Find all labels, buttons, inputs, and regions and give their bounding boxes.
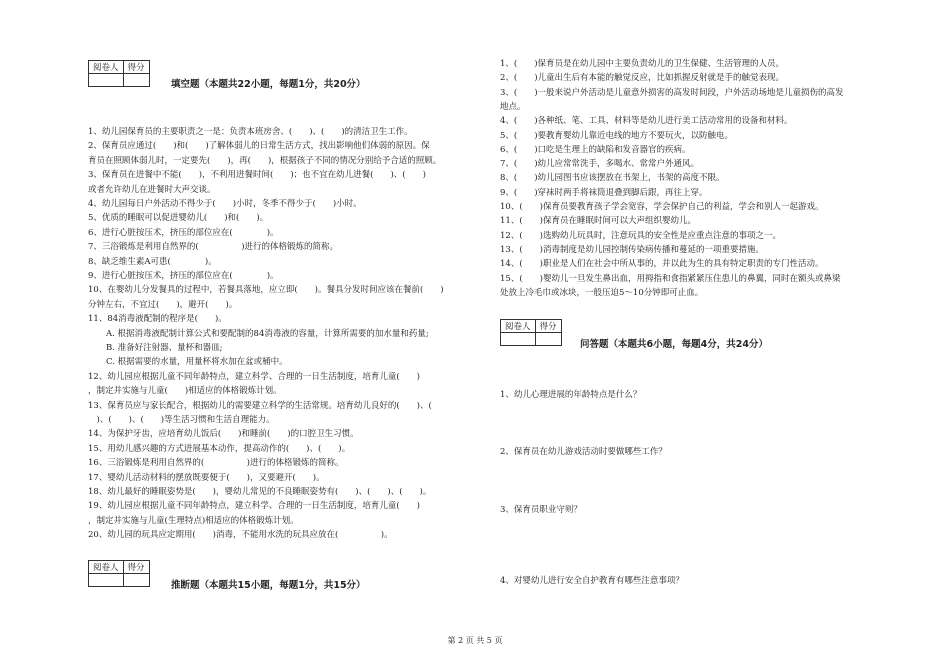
question-line: 4、幼儿园每日户外活动不得少于( )小时，冬季不得少于( )小时。 xyxy=(88,199,362,209)
question-line: 1、幼儿园保育员的主要职责之一是：负责本班房舍、( )、( )的清洁卫生工作。 xyxy=(88,127,413,137)
reviewer-cell[interactable] xyxy=(89,74,124,87)
question-line: 8、缺乏维生素A可患( )。 xyxy=(88,256,217,267)
essay-question: 2、保育员在幼儿游戏活动时要做哪些工作？ xyxy=(500,447,667,457)
section1-title: 填空题（本题共22小题，每题1分，共20分） xyxy=(171,79,366,90)
question-line: 15、( )婴幼儿一旦发生鼻出血，用拇指和食指紧紧压住患儿的鼻翼，同时在额头或鼻梁 xyxy=(500,273,841,284)
question-line: 5、( )要教育婴幼儿靠近电线的地方不要玩火，以防触电。 xyxy=(500,130,734,141)
question-line: 地点。 xyxy=(500,101,526,112)
question-line: 14、为保护牙齿，应培育幼儿饭后( )和睡前( )的口腔卫生习惯。 xyxy=(88,429,359,440)
question-line: 处放上冷毛巾或冰块，一般压迫5～10分钟即可止血。 xyxy=(500,287,704,298)
question-line: 5、优质的睡眠可以促进婴幼儿( )和( )。 xyxy=(88,213,269,224)
question-line: 20、幼儿园的玩具应定期用( )消毒，不能用水洗的玩具应放在( )。 xyxy=(88,530,393,541)
score-cell[interactable] xyxy=(535,333,561,346)
score-label: 得分 xyxy=(535,320,561,333)
question-line: 12、( )选购幼儿玩具时，注意玩具的安全性是应重点注意的事项之一。 xyxy=(500,230,781,241)
question-line: 9、进行心脏按压术，挤压的部位应在( )。 xyxy=(88,271,279,281)
reviewer-label: 阅卷人 xyxy=(89,561,124,574)
question-line: 17、婴幼儿活动材料的摆放既要便于( )，又要避开( )。 xyxy=(88,472,325,483)
question-line: 3、保育员在进餐中不能( )，不利用进餐时间( )；也不宜在幼儿进餐( )、( ) xyxy=(88,170,426,181)
question-line: 分钟左右，不宜过( )，避开( )。 xyxy=(88,299,238,310)
question-line: 6、进行心脏按压术，挤压的部位应在( )。 xyxy=(88,227,279,238)
question-line: 7、三浴锻炼是利用自然界的( )进行的体格锻炼的简称。 xyxy=(88,242,339,253)
question-line: 2、( )儿童出生后有本能的触觉反应，比如抓握反射就是手的触觉表现。 xyxy=(500,73,785,84)
question-line: )、( )、( )等生活习惯和生活自理能力。 xyxy=(88,415,275,425)
question-line: 19、幼儿园应根据儿童不同年龄特点，建立科学、合理的一日生活制度，培育儿童( ) xyxy=(88,501,420,512)
question-line: 9、( )穿袜时两手将袜筒退叠到脚后跟，再往上穿。 xyxy=(500,187,708,198)
question-line: 4、( )各种纸、笔、工具、材料等是幼儿进行美工活动常用的设备和材料。 xyxy=(500,116,793,127)
score-cell[interactable] xyxy=(123,574,149,587)
reviewer-cell[interactable] xyxy=(501,333,536,346)
section3-title: 问答题（本题共6小题，每题4分，共24分） xyxy=(580,339,768,350)
score-label: 得分 xyxy=(123,561,149,574)
essay-question: 4、对婴幼儿进行安全自护教育有哪些注意事项？ xyxy=(500,576,684,586)
score-label: 得分 xyxy=(123,61,149,74)
question-line: B. 准备好注射器、量杯和器皿; xyxy=(106,343,223,353)
question-line: 8、( )幼儿园图书应该摆放在书架上，书架的高度不限。 xyxy=(500,173,725,184)
score-box-section2 xyxy=(88,560,150,587)
question-line: 13、( )消毒制度是幼儿园控制传染病传播和蔓延的一项重要措施。 xyxy=(500,244,764,255)
question-line: ，制定并实施与儿童( )相适应的体格锻炼计划。 xyxy=(88,386,282,397)
reviewer-label: 阅卷人 xyxy=(89,61,124,74)
question-line: 14、( )职业是人们在社会中所从事的，并以此为生的具有特定职责的专门性活动。 xyxy=(500,259,824,270)
question-line: A. 根据消毒液配制计算公式和要配制的84消毒液的容量，计算所需要的加水量和药量; xyxy=(106,328,429,339)
question-line: 1、( )保育员是在幼儿园中主要负责幼儿的卫生保健、生活管理的人员。 xyxy=(500,59,785,69)
question-line: 育员在照顾体弱儿时，一定要先( )，再( )，根据孩子不同的情况分别给予合适的照顾。 xyxy=(88,155,442,166)
question-line: 16、三浴锻炼是利用自然界的( )进行的体格锻炼的简称。 xyxy=(88,458,344,469)
essay-question: 3、保育员职业守则？ xyxy=(500,505,582,515)
question-line: 12、幼儿园应根据儿童不同年龄特点，建立科学、合理的一日生活制度，培育儿童( ) xyxy=(88,371,420,382)
question-line: 13、保育员应与家长配合，根据幼儿的需要建立科学的生活常规。培育幼儿良好的( )、( xyxy=(88,400,432,411)
question-line: 18、幼儿最好的睡眠姿势是( )，婴幼儿常见的不良睡眠姿势有( )、( )、( )。 xyxy=(88,487,432,497)
question-line: 6、( )口吃是生理上的缺陷和发音器官的疾病。 xyxy=(500,144,691,155)
reviewer-label: 阅卷人 xyxy=(501,320,536,333)
reviewer-cell[interactable] xyxy=(89,574,124,587)
question-line: 10、在婴幼儿分发餐具的过程中，若餐具落地，应立即( )。餐具分发时间应该在餐前( ) xyxy=(88,285,444,296)
section2-title: 推断题（本题共15小题，每题1分，共15分） xyxy=(171,580,366,591)
question-line: 11、84消毒液配制的程序是( )。 xyxy=(88,314,227,325)
score-cell[interactable] xyxy=(123,74,149,87)
question-line: 2、保育员应通过( )和( )了解体弱儿的日常生活方式，找出影响他们体弱的原因。保 xyxy=(88,141,430,152)
page-footer: 第 2 页 共 5 页 xyxy=(447,636,503,645)
question-line: ，制定并实施与儿童(生理特点)相适应的体格锻炼计划。 xyxy=(88,515,299,526)
essay-question: 1、幼儿心理进展的年龄特点是什么？ xyxy=(500,390,642,400)
question-line: 3、( )一般来说户外活动是儿童意外损害的高发时间段，户外活动场地是儿童损伤的高发 xyxy=(500,87,844,98)
question-line: 11、( )保育员在睡眠时间可以大声组织婴幼儿。 xyxy=(500,216,696,227)
question-line: 7、( )幼儿应常常洗手，多喝水、常常户外通风。 xyxy=(500,159,700,170)
question-line: C. 根据需要的水量，用量杯将水加在盆或桶中。 xyxy=(106,357,288,368)
question-line: 或者允许幼儿在进餐时大声交谈。 xyxy=(88,184,216,195)
score-box-section1 xyxy=(88,60,150,87)
question-line: 10、( )保育员要教育孩子学会宽容，学会保护自己的利益，学会和别人一起游戏。 xyxy=(500,202,824,212)
score-box-section3 xyxy=(500,319,562,346)
question-line: 15、用幼儿感兴趣的方式进展基本动作，提高动作的( )、( )。 xyxy=(88,443,351,454)
